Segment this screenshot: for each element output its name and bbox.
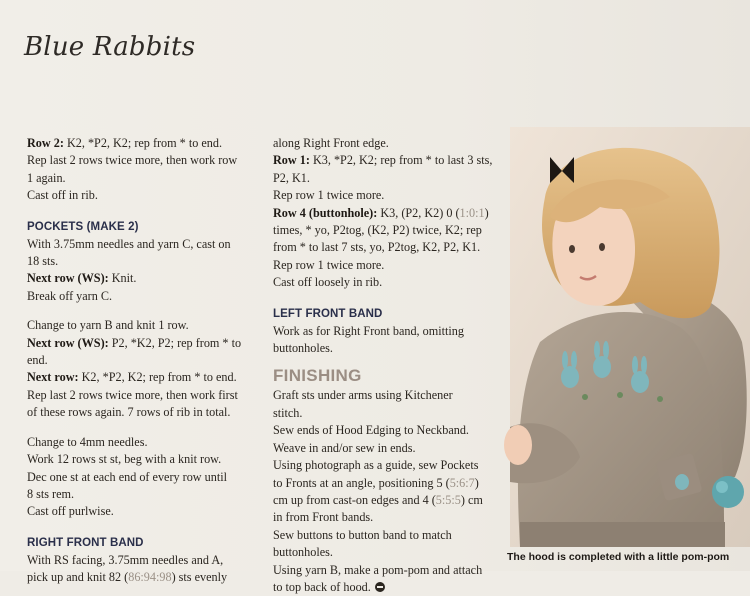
middle-text-column [273,135,501,596]
instruction-line: Cast off loosely in rib. [273,275,383,290]
instruction-line: Rep last 2 rows twice more, then work first [27,387,238,402]
instruction-line: buttonholes. [273,341,333,356]
instruction-line: Cast off in rib. [27,188,98,203]
row-text: K3, *P2, K2; rep from * to last 3 sts, [309,153,493,168]
left-text-column [27,135,265,587]
pocket-rabbit [675,474,689,490]
text-fragment: ) [484,205,489,220]
instruction-line [27,135,265,152]
instruction-line: Work 12 rows st st, beg with a knit row. [27,452,222,467]
instruction-line [273,492,501,509]
instruction-line: of these rows again. 7 rows of rib in total. [27,405,231,420]
size-variants: 86:94:98 [128,570,172,585]
instruction-line: Break off yarn C. [27,288,113,303]
instruction-line: Rep row 1 twice more. [273,188,385,203]
instruction-line [273,579,501,596]
text-fragment: pick up and knit 82 ( [27,570,129,585]
row-label: Next row: [27,370,79,385]
row-label: Next row (WS): [27,335,109,350]
instruction-line [273,475,501,492]
row-label: Next row (WS): [27,271,109,286]
spacer [273,357,501,364]
row-text: K2, *P2, K2; rep from * to end. [63,136,222,150]
instruction-line [273,152,501,169]
photo-illustration [510,127,750,547]
instruction-line [27,369,265,386]
text-fragment: ) [474,475,479,490]
instruction-line: Weave in and/or sew in ends. [273,440,416,455]
cardigan-ribbing [520,522,725,547]
size-variants: 1:0:1 [459,205,485,220]
instruction-line: Cast off purlwise. [27,504,114,519]
instruction-line: P2, K1. [273,170,310,185]
end-of-pattern-icon [375,582,385,592]
instruction-line: buttonholes. [273,545,333,560]
instruction-line [27,569,265,586]
text-fragment: cm up from cast-on edges and 4 ( [273,492,436,507]
instruction-line: Dec one st at each end of every row until [27,469,227,484]
text-fragment: to top back of hood. [273,579,371,594]
instruction-line: 1 again. [27,170,66,185]
text-fragment: to Fronts at an angle, positioning 5 ( [273,475,450,490]
instruction-line: Using yarn B, make a pom-pom and attach [273,562,483,577]
instruction-line: Rep last 2 rows twice more, then work row [27,153,238,168]
instruction-line: 18 sts. [27,254,59,269]
row-label: Row 4 (buttonhole): [273,205,378,220]
instruction-line: Sew ends of Hood Edging to Neckband. [273,423,469,438]
eye [569,245,575,253]
instruction-line [27,335,265,352]
section-heading-finishing: FINISHING [273,366,362,386]
text-fragment: ) sts evenly [171,570,228,585]
instruction-line [273,205,501,222]
section-heading-pockets: POCKETS (MAKE 2) [27,220,139,233]
section-heading-left-front-band: LEFT FRONT BAND [273,307,383,320]
spacer [27,521,265,533]
pom-pom-highlight [716,481,728,493]
instruction-line: With 3.75mm needles and yarn C, cast on [27,236,231,251]
size-variants: 5:5:5 [435,492,461,507]
instruction-line: Work as for Right Front band, omitting [273,323,464,338]
section-heading-right-front-band: RIGHT FRONT BAND [27,536,144,549]
spacer [27,205,265,217]
spacer [27,422,265,434]
spacer [27,305,265,317]
instruction-line: Sew buttons to button band to match [273,527,452,542]
pom-pom [712,476,744,508]
page-title: Blue Rabbits [24,32,196,62]
instruction-line: 8 sts rem. [27,486,75,501]
row-text: K2, *P2, K2; rep from * to end. [78,370,237,385]
instruction-line: Change to yarn B and knit 1 row. [27,318,189,333]
instruction-line: times, * yo, P2tog, (K2, P2) twice, K2; rep [273,223,482,238]
instruction-line: in from Front bands. [273,510,374,525]
hand [504,425,532,465]
photo-caption: The hood is completed with a little pom-pom [507,551,730,563]
instruction-line: Graft sts under arms using Kitchener [273,388,453,403]
text-fragment: ) cm [460,492,483,507]
row-label: Row 2: [27,136,64,150]
instruction-line: from * to last 7 sts, yo, P2tog, K2, P2, K1. [273,240,481,255]
instruction-line: With RS facing, 3.75mm needles and A, [27,552,224,567]
instruction-line: along Right Front edge. [273,136,389,150]
instruction-line: Rep row 1 twice more. [273,257,385,272]
instruction-line: Using photograph as a guide, sew Pockets [273,458,479,473]
photo-child-in-hooded-cardigan [510,127,750,547]
row-text: P2, *K2, P2; rep from * to [108,335,242,350]
instruction-line: Change to 4mm needles. [27,434,148,449]
row-text: Knit. [108,271,137,286]
row-label: Row 1: [273,153,310,168]
instruction-line: end. [27,353,48,368]
instruction-line [27,270,265,287]
size-variants: 5:6:7 [449,475,475,490]
text-fragment: K3, (P2, K2) 0 ( [377,205,460,220]
eye [599,243,605,251]
spacer [273,292,501,304]
instruction-line: stitch. [273,405,303,420]
